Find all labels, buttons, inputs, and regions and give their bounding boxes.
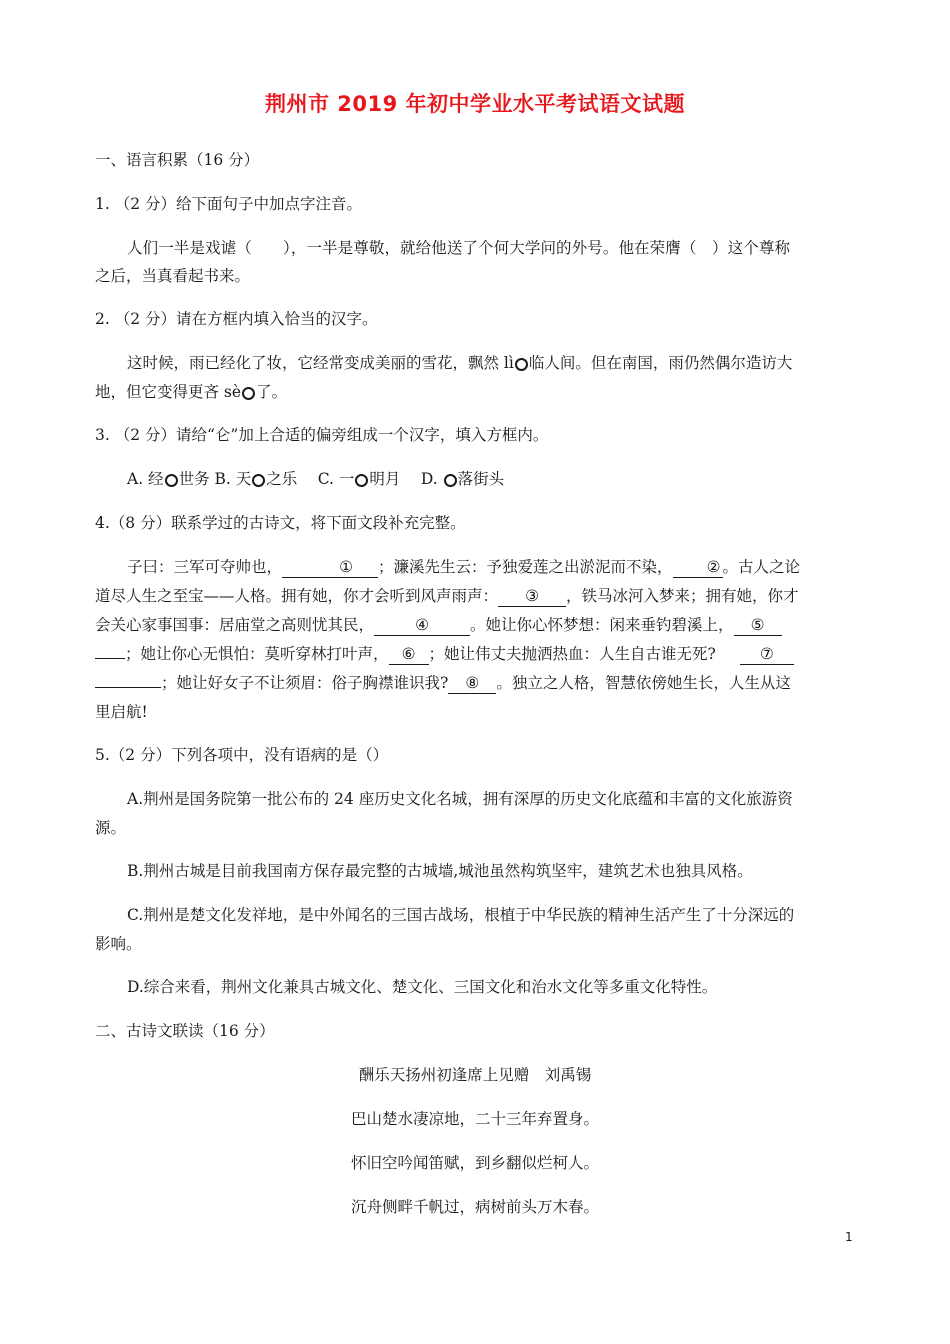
fill-blank-3[interactable]: ③: [498, 586, 566, 607]
fill-blank-5[interactable]: ⑤: [734, 615, 782, 636]
q4-text: 。古人之论: [722, 558, 801, 576]
q4-text: 会关心家事国事：居庙堂之高则忧其民，: [95, 616, 375, 634]
answer-box-icon: [444, 474, 457, 487]
question-2-text-c: 地，但它变得更吝 sè: [95, 383, 242, 401]
fill-blank-1[interactable]: ①: [282, 557, 378, 578]
document-title: 荆州市 2019 年初中学业水平考试语文试题: [264, 92, 686, 116]
answer-box-icon: [355, 474, 368, 487]
q4-text: ；她让伟丈夫抛洒热血：人生自古谁无死?: [428, 645, 716, 663]
question-4-line2: [95, 582, 857, 611]
section-heading-1: 一、语言积累（16 分）: [95, 151, 260, 169]
question-4-line5: [95, 669, 857, 698]
question-4-stem: 4.（8 分）联系学过的古诗文，将下面文段补充完整。: [95, 514, 466, 532]
section-heading-2: 二、古诗文联读（16 分）: [95, 1022, 275, 1040]
question-2-text-b: 临人间。但在南国，雨仍然偶尔造访大: [528, 354, 793, 372]
question-5-option-c-line2: 影响。: [95, 935, 142, 953]
fill-blank-8[interactable]: ⑧: [448, 673, 496, 694]
poem-line-1: 巴山楚水凄凉地，二十三年弃置身。: [350, 1110, 599, 1128]
answer-box-icon: [515, 358, 528, 371]
poem-title: 酬乐天扬州初逢席上见赠 刘禹锡: [358, 1066, 592, 1084]
q4-text: ；她让你心无惧怕：莫听穿林打叶声，: [125, 645, 389, 663]
option-a: A. 经: [127, 470, 164, 488]
poem-line-3: 沉舟侧畔千帆过，病树前头万木春。: [350, 1198, 599, 1216]
option-b-rest: 之乐: [266, 470, 298, 488]
q4-text: ，铁马冰河入梦来；拥有她，你才: [566, 587, 799, 605]
question-4-line3: [95, 611, 857, 640]
answer-box-icon: [252, 474, 265, 487]
question-5-option-d: D.综合来看，荆州文化兼具古城文化、楚文化、三国文化和治水文化等多重文化特性。: [127, 978, 718, 996]
poem-line-2: 怀旧空吟闻笛赋，到乡翻似烂柯人。: [350, 1154, 599, 1172]
question-1-text-line2: 之后，当真看起书来。: [95, 267, 251, 285]
question-2-stem: 2. （2 分）请在方框内填入恰当的汉字。: [95, 310, 378, 328]
question-2-text-line2: [95, 378, 857, 407]
option-d: D.: [405, 470, 443, 488]
question-5-option-a-line2: 源。: [95, 819, 127, 837]
q4-text: 。独立之人格，智慧依傍她生长，人生从这: [496, 674, 791, 692]
page-number: 1: [845, 1230, 853, 1244]
option-c: C. 一: [302, 470, 355, 488]
question-5-option-c-line1: C.荆州是楚文化发祥地，是中外闻名的三国古战场，根植于中华民族的精神生活产生了十分深远的: [127, 906, 795, 924]
answer-box-icon: [242, 387, 255, 400]
question-3-stem: 3. （2 分）请给“仑”加上合适的偏旁组成一个汉字，填入方框内。: [95, 426, 549, 444]
question-4-line4: [95, 640, 857, 669]
question-1-stem: 1. （2 分）给下面句子中加点字注音。: [95, 195, 363, 213]
q4-text: 道尽人生之至宝——人格。拥有她，你才会听到风声雨声：: [95, 587, 499, 605]
option-b: B. 天: [214, 470, 252, 488]
option-d-rest: 落街头: [457, 470, 505, 488]
question-5-stem: 5.（2 分）下列各项中，没有语病的是（）: [95, 746, 389, 764]
option-a-rest: 世务: [178, 470, 210, 488]
fill-blank-4[interactable]: ④: [374, 615, 470, 636]
question-5-option-a-line1: A.荆州是国务院第一批公布的 24 座历史文化名城，拥有深厚的历史文化底蕴和丰富的文化旅游资: [127, 790, 793, 808]
fill-blank-2[interactable]: ②: [673, 557, 723, 578]
fill-blank-7[interactable]: ⑦: [740, 644, 794, 665]
question-2-text-a: 这时候，雨已经化了妆，它经常变成美丽的雪花，飘然 lì: [127, 354, 514, 372]
fill-blank-7-continued[interactable]: [95, 687, 161, 688]
fill-blank-5-continued[interactable]: [95, 658, 125, 659]
q4-text: ；濂溪先生云：予独爱莲之出淤泥而不染，: [378, 558, 673, 576]
q4-text: 。她让你心怀梦想：闲来垂钓碧溪上，: [470, 616, 734, 634]
fill-blank-6[interactable]: ⑥: [389, 644, 429, 665]
question-2-text-d: 了。: [256, 383, 288, 401]
answer-box-icon: [165, 474, 178, 487]
question-4-line6: 里启航!: [95, 703, 148, 721]
question-4-line1: [95, 553, 857, 582]
q4-text: ；她让好女子不让须眉：俗子胸襟谁识我?: [161, 674, 449, 692]
q4-text: 子曰：三军可夺帅也，: [127, 558, 283, 576]
option-c-rest: 明月: [369, 470, 401, 488]
question-5-option-b: B.荆州古城是目前我国南方保存最完整的古城墙,城池虽然构筑坚牢，建筑艺术也独具风格。: [127, 862, 753, 880]
question-1-text-line1: 人们一半是戏谑（ ），一半是尊敬，就给他送了个何大学问的外号。他在荣膺（ ）这个尊称: [127, 239, 791, 257]
question-3-options: [95, 465, 857, 494]
question-2-text-line1: [95, 349, 857, 378]
